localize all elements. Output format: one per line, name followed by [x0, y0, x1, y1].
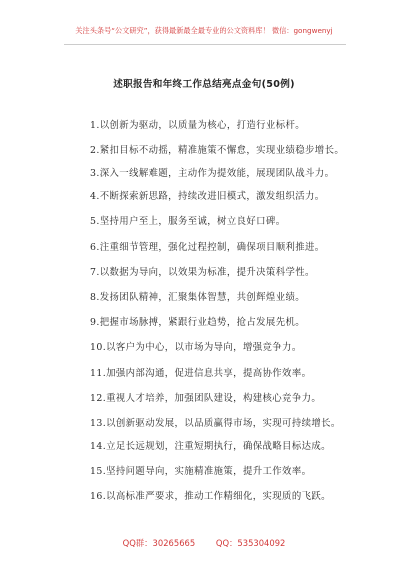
- list-item: 10.以客户为中心，以市场为导向，增强竞争力。: [90, 342, 302, 354]
- list-item: 6.注重细节管理，强化过程控制，确保项目顺利推进。: [90, 241, 325, 253]
- footer-contact: [0, 537, 408, 549]
- list-item: 8.发扬团队精神，汇聚集体智慧，共创辉煌业绩。: [90, 291, 306, 303]
- highlight-sentence-list: [73, 118, 345, 514]
- list-item: 9.把握市场脉搏，紧跟行业趋势，抢占发展先机。: [90, 317, 306, 329]
- qq-number: QQ：535304092: [215, 538, 286, 548]
- list-item: 12.重视人才培养，加强团队建设，构建核心竞争力。: [90, 392, 322, 404]
- list-item: 15.坚持问题导向，实施精准施策，提升工作效率。: [90, 466, 312, 478]
- list-item: 2.紧扣目标不动摇，精准施策不懈怠，实现业绩稳步增长。: [90, 145, 345, 157]
- list-item: 13.以创新驱动发展，以品质赢得市场，实现可持续增长。: [90, 417, 341, 429]
- list-item: 1.以创新为驱动，以质量为核心，打造行业标杆。: [90, 120, 306, 131]
- list-item: 7.以数据为导向，以效果为标准，提升决策科学性。: [90, 266, 315, 278]
- list-item: 14.立足长远规划，注重短期执行，确保战略目标达成。: [90, 440, 331, 452]
- header-notice: 关注头条号“公文研究”，获得最新最全最专业的公文资料库！ 微信：gongwenyj: [75, 26, 333, 35]
- list-item: 11.加强内部沟通，促进信息共享，提高协作效率。: [90, 367, 312, 379]
- document-title: 述职报告和年终工作总结亮点金句(50例): [113, 79, 295, 90]
- list-item: 5.坚持用户至上，服务至诚，树立良好口碑。: [90, 216, 286, 228]
- list-item: 16.以高标准严要求，推动工作精细化，实现质的飞跃。: [90, 491, 331, 503]
- header-divider: [64, 44, 346, 45]
- qq-group-number: QQ群：30265665: [122, 538, 196, 548]
- list-item: 3.深入一线解难题，主动作为提效能，展现团队战斗力。: [90, 168, 335, 180]
- list-item: 4.不断探索新思路，持续改进旧模式，激发组织活力。: [90, 191, 325, 203]
